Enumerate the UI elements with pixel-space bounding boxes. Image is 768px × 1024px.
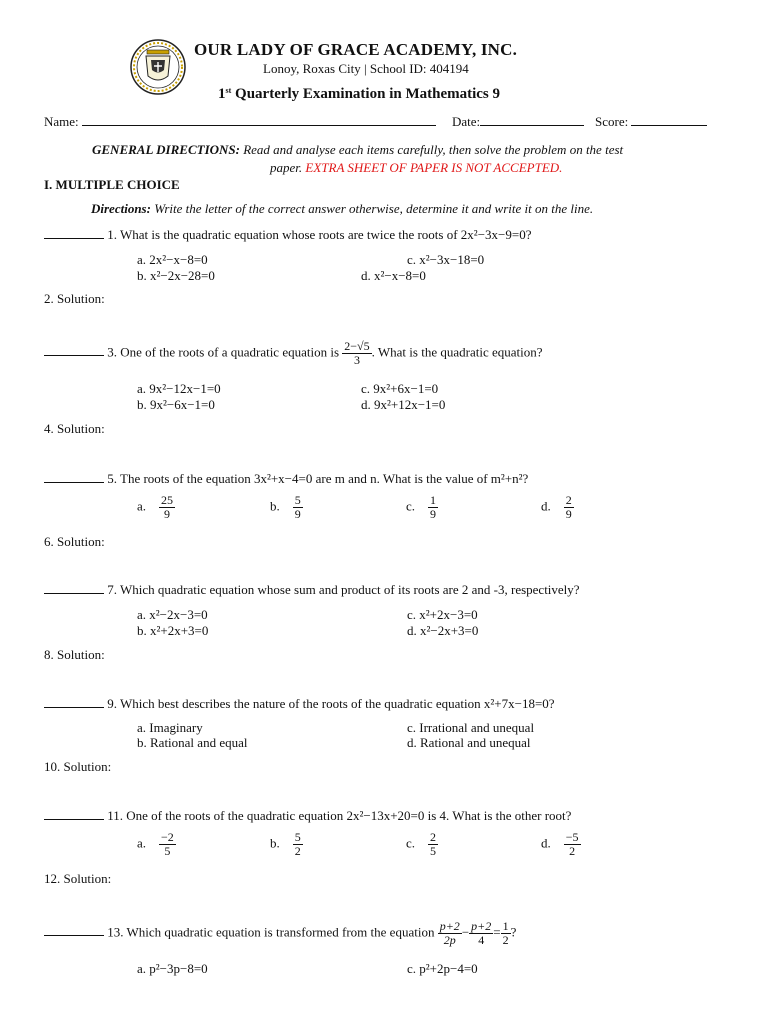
q9-option-d: d. Rational and unequal: [407, 735, 531, 750]
q7-option-b: b. x²+2x+3=0: [137, 623, 209, 638]
general-directions-line1: [92, 142, 623, 158]
q13-f2-num: p+2: [471, 919, 492, 933]
q13-f2-den: 4: [478, 933, 485, 947]
q5-a-den: 9: [164, 507, 171, 521]
q11-option-d-label: d.: [541, 835, 551, 851]
solution-8: 8. Solution:: [44, 647, 105, 662]
q5-b-den: 9: [294, 507, 301, 521]
q1-option-a: a. 2x²−x−8=0: [137, 252, 208, 267]
q13-frac-3: [501, 920, 511, 947]
q3-option-a: a. 9x²−12x−1=0: [137, 381, 221, 396]
extra-sheet-warning: EXTRA SHEET OF PAPER IS NOT ACCEPTED.: [305, 160, 563, 175]
q5-option-b-label: b.: [270, 498, 280, 514]
answer-blank-9[interactable]: [44, 695, 104, 708]
q11-c-num: 2: [430, 830, 437, 844]
school-address: Lonoy, Roxas City | School ID: 404194: [263, 61, 469, 76]
q3-option-b: b. 9x²−6x−1=0: [137, 397, 215, 412]
question-3-text-post: . What is the quadratic equation?: [371, 344, 543, 360]
answer-blank-13[interactable]: [44, 923, 104, 936]
question-13-text-post: ?: [510, 924, 517, 940]
q9-option-c: c. Irrational and unequal: [407, 720, 535, 735]
q7-option-d: d. x²−2x+3=0: [407, 623, 479, 638]
general-directions-line2: [270, 160, 562, 176]
q9-option-b: b. Rational and equal: [137, 735, 248, 750]
q13-frac-2: [469, 920, 493, 947]
school-name: OUR LADY OF GRACE ACADEMY, INC.: [194, 40, 518, 59]
question-11: [44, 807, 571, 824]
q5-option-b: [270, 494, 303, 521]
school-seal-logo: [129, 38, 187, 96]
q13-minus: −: [461, 924, 470, 940]
question-5: [44, 470, 528, 487]
q5-c-num: 1: [430, 493, 437, 507]
name-field[interactable]: [44, 113, 436, 130]
q5-option-c: [406, 494, 438, 521]
q13-f1-num: p+2: [439, 919, 460, 933]
q5-option-b-frac: [293, 494, 303, 521]
solution-12: 12. Solution:: [44, 871, 112, 886]
q13-option-a: a. p²−3p−8=0: [137, 961, 208, 976]
q13-f3-den: 2: [502, 933, 509, 947]
q11-option-a: [137, 831, 176, 858]
q13-option-c: c. p²+2p−4=0: [407, 961, 478, 976]
exam-ordinal: 1: [218, 86, 226, 102]
q7-option-c: c. x²+2x−3=0: [407, 607, 478, 622]
q11-d-num: −5: [565, 830, 579, 844]
q11-option-c-label: c.: [406, 835, 416, 851]
exam-title-text: Quarterly Examination in Mathematics 9: [231, 86, 501, 102]
q11-option-a-frac: [159, 831, 176, 858]
q9-option-a: a. Imaginary: [137, 720, 203, 735]
q11-option-c: [406, 831, 438, 858]
answer-blank-5[interactable]: [44, 470, 104, 483]
q11-option-c-frac: [428, 831, 438, 858]
section-directions-label: Directions:: [91, 201, 151, 216]
question-9: [44, 695, 555, 712]
q3-fraction-den: 3: [353, 353, 360, 367]
question-3-text-pre: 3. One of the roots of a quadratic equation is: [107, 344, 343, 360]
answer-blank-7[interactable]: [44, 581, 104, 594]
question-7: [44, 581, 580, 598]
exam-ordinal-suffix: st: [225, 86, 232, 95]
q5-option-d: [541, 494, 574, 521]
q5-option-c-label: c.: [406, 498, 416, 514]
q11-option-b-frac: [293, 831, 303, 858]
solution-6: 6. Solution:: [44, 534, 105, 549]
section-directions-text: Write the letter of the correct answer otherwise, determine it and write it on the line.: [150, 201, 594, 216]
q13-frac-1: [438, 920, 462, 947]
q11-option-b: [270, 831, 303, 858]
name-blank[interactable]: [82, 113, 436, 126]
section-title: I. MULTIPLE CHOICE: [44, 177, 180, 192]
question-7-text: 7. Which quadratic equation whose sum and product of its roots are 2 and -3, respectively?: [107, 582, 580, 597]
q3-fraction: [342, 340, 371, 367]
question-5-text: 5. The roots of the equation 3x²+x−4=0 are m and n. What is the value of m²+n²?: [107, 471, 529, 486]
answer-blank-1[interactable]: [44, 226, 104, 239]
solution-2: 2. Solution:: [44, 291, 105, 306]
q1-option-b: b. x²−2x−28=0: [137, 268, 215, 283]
q11-c-den: 5: [430, 844, 437, 858]
answer-blank-11[interactable]: [44, 807, 104, 820]
q13-equals: =: [493, 924, 501, 940]
q3-option-c: c. 9x²+6x−1=0: [361, 381, 439, 396]
score-field[interactable]: [595, 113, 707, 130]
q11-d-den: 2: [569, 844, 576, 858]
solution-10: 10. Solution:: [44, 759, 112, 774]
q5-option-a-label: a.: [137, 498, 147, 514]
q5-b-num: 5: [294, 493, 301, 507]
date-field[interactable]: [452, 113, 584, 130]
answer-blank-3[interactable]: [44, 343, 104, 356]
q5-option-a-frac: [159, 494, 175, 521]
q7-option-a: a. x²−2x−3=0: [137, 607, 208, 622]
q5-c-den: 9: [430, 507, 437, 521]
q13-f1-den: 2p: [443, 933, 456, 947]
q3-fraction-num: 2−√5: [344, 339, 370, 353]
exam-title: [218, 86, 500, 103]
name-label: Name:: [44, 114, 79, 129]
q11-b-num: 5: [294, 830, 301, 844]
q13-f3-num: 1: [502, 919, 509, 933]
score-label: Score:: [595, 114, 629, 129]
q5-option-d-frac: [564, 494, 574, 521]
q11-a-num: −2: [161, 830, 174, 844]
q11-option-d-frac: [564, 831, 581, 858]
question-1-text: 1. What is the quadratic equation whose roots are twice the roots of 2x²−3x−9=0?: [107, 227, 532, 242]
q5-d-num: 2: [565, 493, 572, 507]
q5-option-c-frac: [428, 494, 438, 521]
score-blank[interactable]: [631, 113, 707, 126]
q5-d-den: 9: [565, 507, 572, 521]
general-directions-text2: paper.: [270, 160, 306, 175]
section-directions: [91, 201, 593, 217]
question-13-text-pre: 13. Which quadratic equation is transformed from the equation: [107, 924, 438, 940]
solution-4: 4. Solution:: [44, 421, 105, 436]
q3-option-d: d. 9x²+12x−1=0: [361, 397, 446, 412]
q1-option-d: d. x²−x−8=0: [361, 268, 426, 283]
question-9-text: 9. Which best describes the nature of the roots of the quadratic equation x²+7x−18=0?: [107, 696, 555, 711]
q11-option-a-label: a.: [137, 835, 147, 851]
general-directions-text: Read and analyse each items carefully, then solve the problem on the test: [239, 142, 624, 157]
general-directions-label: GENERAL DIRECTIONS:: [92, 142, 240, 157]
q5-option-d-label: d.: [541, 498, 551, 514]
question-11-text: 11. One of the roots of the quadratic equation 2x²−13x+20=0 is 4. What is the other root?: [107, 808, 572, 823]
q11-b-den: 2: [294, 844, 301, 858]
q5-a-num: 25: [161, 493, 174, 507]
question-13: [44, 920, 516, 947]
question-1: [44, 226, 531, 243]
q11-a-den: 5: [164, 844, 171, 858]
q11-option-d: [541, 831, 581, 858]
q11-option-b-label: b.: [270, 835, 280, 851]
question-3: [44, 340, 543, 367]
q1-option-c: c. x²−3x−18=0: [407, 252, 485, 267]
date-blank[interactable]: [480, 113, 584, 126]
q5-option-a: [137, 494, 175, 521]
date-label: Date:: [452, 114, 481, 129]
